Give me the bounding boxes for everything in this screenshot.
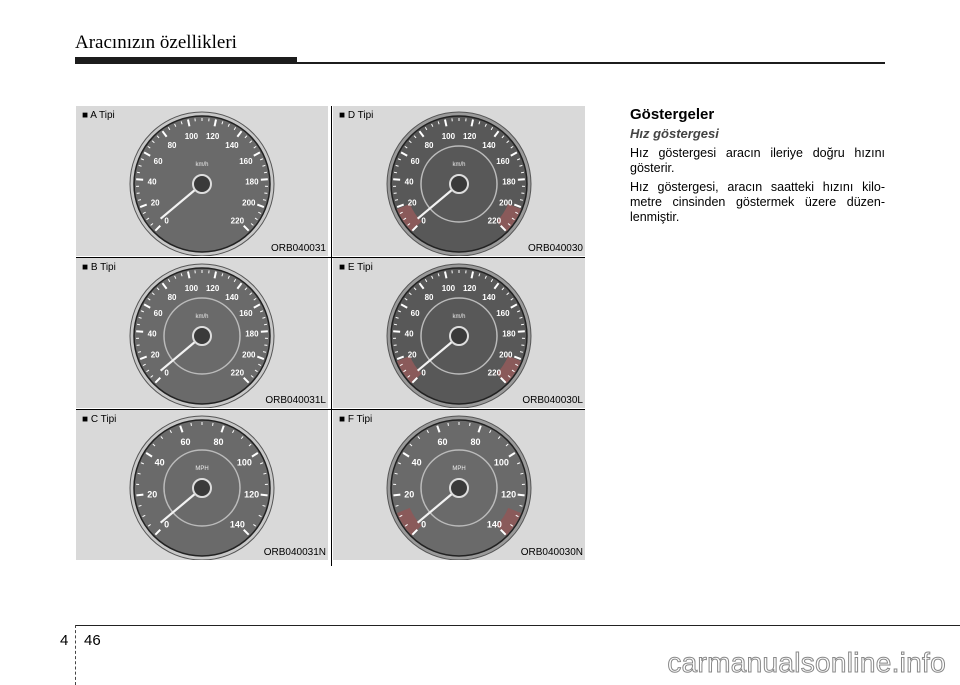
gauge-number: 180	[245, 329, 259, 339]
gauge-hub	[193, 479, 211, 497]
gauge-number: 120	[462, 132, 477, 142]
speedometer-graphic	[333, 106, 585, 256]
footer-rule	[75, 625, 960, 626]
gauge-number: 60	[153, 157, 163, 167]
speedometer-graphic	[333, 410, 585, 560]
gauge-number: 40	[147, 177, 157, 187]
gauge-number: 40	[411, 457, 422, 468]
gauge-panel-d	[333, 106, 585, 256]
gauge-unit: MPH	[452, 466, 466, 472]
grid-divider-vertical	[331, 106, 332, 566]
gauge-hub	[450, 479, 468, 497]
gauge-number: 220	[487, 216, 502, 226]
gauge-number: 100	[236, 457, 252, 468]
section-subtitle: Hız göstergesi	[630, 126, 719, 141]
gauge-number: 160	[496, 157, 510, 167]
gauge-panel-c	[76, 410, 328, 560]
gauge-tick	[395, 473, 398, 474]
gauge-number: 20	[407, 350, 417, 360]
panel-label: ■ A Tipi	[82, 110, 115, 121]
gauge-number: 80	[167, 292, 177, 302]
header-bar	[75, 57, 297, 64]
gauge-tick	[394, 172, 397, 173]
gauge-number: 0	[164, 519, 170, 530]
panel-label: ■ F Tipi	[339, 414, 373, 425]
gauge-number: 80	[470, 436, 481, 447]
gauge-panel-b	[76, 258, 328, 408]
gauge-number: 20	[150, 198, 160, 208]
panel-label: ■ E Tipi	[339, 262, 373, 273]
gauge-hub	[193, 175, 211, 193]
speedometer-graphic	[76, 410, 328, 560]
gauge-tick	[137, 324, 140, 325]
gauge-unit: km/h	[452, 162, 466, 168]
panel-label: ■ B Tipi	[82, 262, 116, 273]
watermark: carmanualsonline.info	[667, 647, 946, 678]
section-title: Göstergeler	[630, 106, 715, 123]
gauge-number: 200	[242, 198, 256, 208]
panel-code: ORB040031	[270, 243, 326, 254]
speedometer-graphic	[333, 258, 585, 408]
gauge-tick	[521, 172, 524, 173]
gauge-number: 100	[184, 284, 199, 294]
gauge-tick	[138, 473, 141, 474]
gauge-number: 160	[239, 309, 253, 319]
panel-label: ■ C Tipi	[82, 414, 117, 425]
gauge-tick	[213, 423, 214, 426]
footer-crop-mark	[75, 625, 77, 685]
gauge-number: 140	[486, 519, 502, 530]
gauge-number: 20	[147, 489, 158, 500]
gauge-number: 80	[213, 436, 224, 447]
paragraph: Hız göstergesi aracın ileriye doğru hızını gösterir.	[630, 146, 885, 175]
gauge-number: 220	[230, 368, 245, 378]
gauge-number: 100	[441, 132, 456, 142]
gauge-tick	[470, 423, 471, 426]
panel-code: ORB040030L	[522, 395, 583, 406]
gauge-number: 140	[482, 292, 496, 302]
gauge-number: 0	[421, 216, 426, 226]
gauge-panel-f	[333, 410, 585, 560]
gauge-unit: km/h	[195, 314, 209, 320]
header-line	[297, 62, 885, 64]
gauge-number: 120	[205, 284, 220, 294]
gauge-number: 200	[242, 350, 256, 360]
paragraph: Hız göstergesi, aracın saatteki hızını kilo-metre cinsinden göstermek üzere düzen-lenmiştir.	[630, 180, 885, 224]
gauge-tick	[263, 473, 266, 474]
gauge-number: 0	[421, 519, 427, 530]
gauge-tick	[136, 495, 143, 496]
gauge-number: 160	[239, 157, 253, 167]
gauge-number: 180	[245, 177, 259, 187]
gauge-number: 0	[164, 368, 169, 378]
gauge-number: 140	[482, 140, 496, 150]
panel-code: ORB040031L	[265, 395, 326, 406]
gauge-number: 220	[487, 368, 502, 378]
gauge-unit: km/h	[195, 162, 209, 168]
header-title: Aracınızın özellikleri	[75, 32, 237, 53]
gauge-number: 60	[437, 436, 448, 447]
gauge-number: 40	[154, 457, 165, 468]
gauge-tick	[448, 423, 449, 426]
gauge-tick	[393, 495, 400, 496]
gauge-number: 0	[421, 368, 426, 378]
gauge-number: 80	[424, 292, 434, 302]
panel-code: ORB040030N	[520, 547, 583, 558]
gauge-unit: MPH	[195, 466, 209, 472]
gauge-number: 200	[499, 198, 513, 208]
gauge-tick	[394, 324, 397, 325]
gauge-number: 220	[230, 216, 245, 226]
gauge-panel-e	[333, 258, 585, 408]
gauge-number: 0	[164, 216, 169, 226]
gauge-tick	[191, 423, 192, 426]
gauge-tick	[137, 172, 140, 173]
gauge-number: 200	[499, 350, 513, 360]
gauge-number: 140	[225, 292, 239, 302]
gauge-number: 40	[404, 329, 414, 339]
gauge-number: 140	[229, 519, 245, 530]
gauge-number: 40	[147, 329, 157, 339]
gauge-number: 180	[502, 329, 516, 339]
speedometer-graphic	[76, 258, 328, 408]
gauge-number: 140	[225, 140, 239, 150]
gauge-tick	[520, 473, 523, 474]
gauge-tick	[521, 324, 524, 325]
gauge-number: 120	[501, 489, 517, 500]
panel-label: ■ D Tipi	[339, 110, 374, 121]
gauge-unit: km/h	[452, 314, 466, 320]
gauge-number: 180	[502, 177, 516, 187]
grid-divider-horizontal	[76, 257, 585, 258]
gauge-number: 100	[493, 457, 509, 468]
gauge-number: 40	[404, 177, 414, 187]
gauge-number: 60	[180, 436, 191, 447]
speedometer-graphic	[76, 106, 328, 256]
gauge-tick	[264, 324, 267, 325]
panel-code: ORB040031N	[263, 547, 326, 558]
gauge-number: 120	[244, 489, 260, 500]
chapter-number: 4	[60, 632, 69, 649]
grid-divider-horizontal	[76, 409, 585, 410]
gauge-tick	[518, 495, 525, 496]
gauge-number: 60	[410, 309, 420, 319]
gauge-number: 120	[462, 284, 477, 294]
gauge-hub	[193, 327, 211, 345]
gauge-number: 160	[496, 309, 510, 319]
gauge-hub	[450, 175, 468, 193]
page-number: 46	[84, 632, 101, 649]
gauge-number: 60	[410, 157, 420, 167]
gauge-number: 80	[424, 140, 434, 150]
gauge-hub	[450, 327, 468, 345]
panel-code: ORB040030	[527, 243, 583, 254]
gauge-number: 20	[404, 489, 415, 500]
gauge-tick	[261, 495, 268, 496]
gauge-number: 60	[153, 309, 163, 319]
gauge-number: 20	[407, 198, 417, 208]
gauge-tick	[264, 172, 267, 173]
gauge-panel-a	[76, 106, 328, 256]
gauge-number: 100	[441, 284, 456, 294]
gauge-number: 80	[167, 140, 177, 150]
gauge-number: 100	[184, 132, 199, 142]
gauge-number: 120	[205, 132, 220, 142]
gauge-number: 20	[150, 350, 160, 360]
